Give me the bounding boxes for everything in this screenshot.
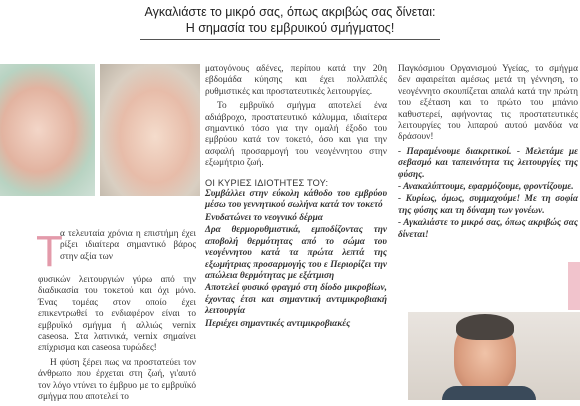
closing-list: [398, 147, 578, 241]
col2-paragraph-2: Το εμβρυϊκό σμήγμα αποτελεί ένα αδιάβροχο, προστατευτικό κάλυμμα, ιδιαίτερα σημαντικό τόσο για την ομαλή έξοδο του εμβρύου κατά τον τοκετό, όσο και για την ασφαλή προσαρμογή του νεογέννητου στην εξωμήτριο ζωή.: [205, 101, 387, 169]
list-item: Περιέχει σημαντικές αντιμικροβιακές: [205, 318, 351, 329]
newborn-photo-right: [100, 64, 200, 196]
header-rule: [140, 39, 440, 40]
article-header: [0, 4, 580, 40]
col1-lead: α τελευταία χρόνια η επιστήμη έχει ρίξει ιδιαίτερα σημαντικό βάρος στην αξία των: [60, 229, 196, 262]
list-item: Αποτελεί φυσικό φραγμό στη δίοδο μικροβίων, έχοντας έτσι και σημαντική αντιμικροβιακή λειτουργία: [205, 283, 387, 317]
list-item: - Παραμένουμε διακριτικοί. - Μελετάμε με σεβασμό και ταπεινότητα τις λειτουργίες της φύσης.: [398, 146, 578, 180]
header-line-2: Η σημασία του εμβρυικού σμήγματος!: [185, 21, 395, 35]
newborn-photo-left: [0, 64, 95, 196]
list-item: - Αγκαλιάστε το μικρό σας, όπως ακριβώς σας δίνεται!: [398, 218, 578, 240]
accent-bar: [568, 262, 580, 310]
drop-cap: Τ: [36, 227, 63, 276]
list-item: Ενυδατώνει το νεογνικό δέρμα: [205, 212, 323, 223]
portrait-shirt: [442, 386, 536, 400]
col1-paragraph-2: Η φύση ξέρει πως να προστατεύει τον άνθρωπο που έρχεται στη ζωή, γι'αυτό τον λόγο ντύνει το έμβρυο με το εμβρυϊκό σμήγμα που αποτελεί το: [38, 357, 196, 403]
newborn-photos: [0, 64, 200, 196]
column-2: [205, 64, 387, 331]
list-item: - Κυρίως, όμως, συμμαχούμε! Με τη σοφία της φύσης και τη δύναμη των γονέων.: [398, 194, 578, 216]
properties-list: [205, 189, 387, 330]
properties-subheading: ΟΙ ΚΥΡΙΕΣ ΙΔΙΟΤΗΤΕΣ ΤΟΥ:: [205, 177, 329, 188]
list-item: Δρα θερμορυθμιστικά, εμποδίζοντας την αποβολή θερμότητας από το σώμα του νεογέννητου κατά τα πρώτα λεπτά της εξωμήτριας προσαρμογής του ε Περιορίζει την απώλεια θερμότητας με εξάτμιση: [205, 225, 387, 281]
column-1: [38, 275, 196, 406]
portrait-hair: [456, 314, 514, 340]
col2-paragraph-1: ματογόνους αδένες, περίπου κατά την 20η εβδομάδα κύησης και έχει πολλαπλές ρυθμιστικές και προστατευτικές λειτουργίες.: [205, 64, 387, 97]
column-3: [398, 64, 578, 242]
header-line-1: Αγκαλιάστε το μικρό σας, όπως ακριβώς σας δίνεται:: [144, 5, 436, 19]
list-item: Συμβάλλει στην εύκολη κάθοδο του εμβρύου μέσω του γεννητικού σωλήνα κατά τον τοκετό: [205, 189, 387, 211]
col1-paragraph-1: φυσικών λειτουργιών γύρω από την διαδικασία του τοκετού και όχι μόνο. Ένας τομέας στον οποίο έχει επικεντρωθεί το ενδιαφέρον είναι το εμβρυϊκό σμήγμα ή αλλιώς vernix caseosa. Στα λατινικά, vernix σημαίνει επίχρισμα και caseosa τυρώδες!: [38, 275, 196, 354]
list-item: - Ανακαλύπτουμε, εφαρμόζουμε, φροντίζουμε.: [398, 182, 574, 193]
author-portrait: [408, 312, 580, 400]
col3-paragraph-1: Παγκόσμιου Οργανισμού Υγείας, το σμήγμα δεν αφαιρείται αμέσως μετά τη γέννηση, το νεογέννητο σκουπίζεται απαλά κατά την πρώτη του εξέταση και το πρώτο του μπάνιο καθυστερεί, αφήνοντας τις προστατευτικές λειτουργίες του λιπαρού αυτού μανδύα να δράσουν!: [398, 64, 578, 143]
